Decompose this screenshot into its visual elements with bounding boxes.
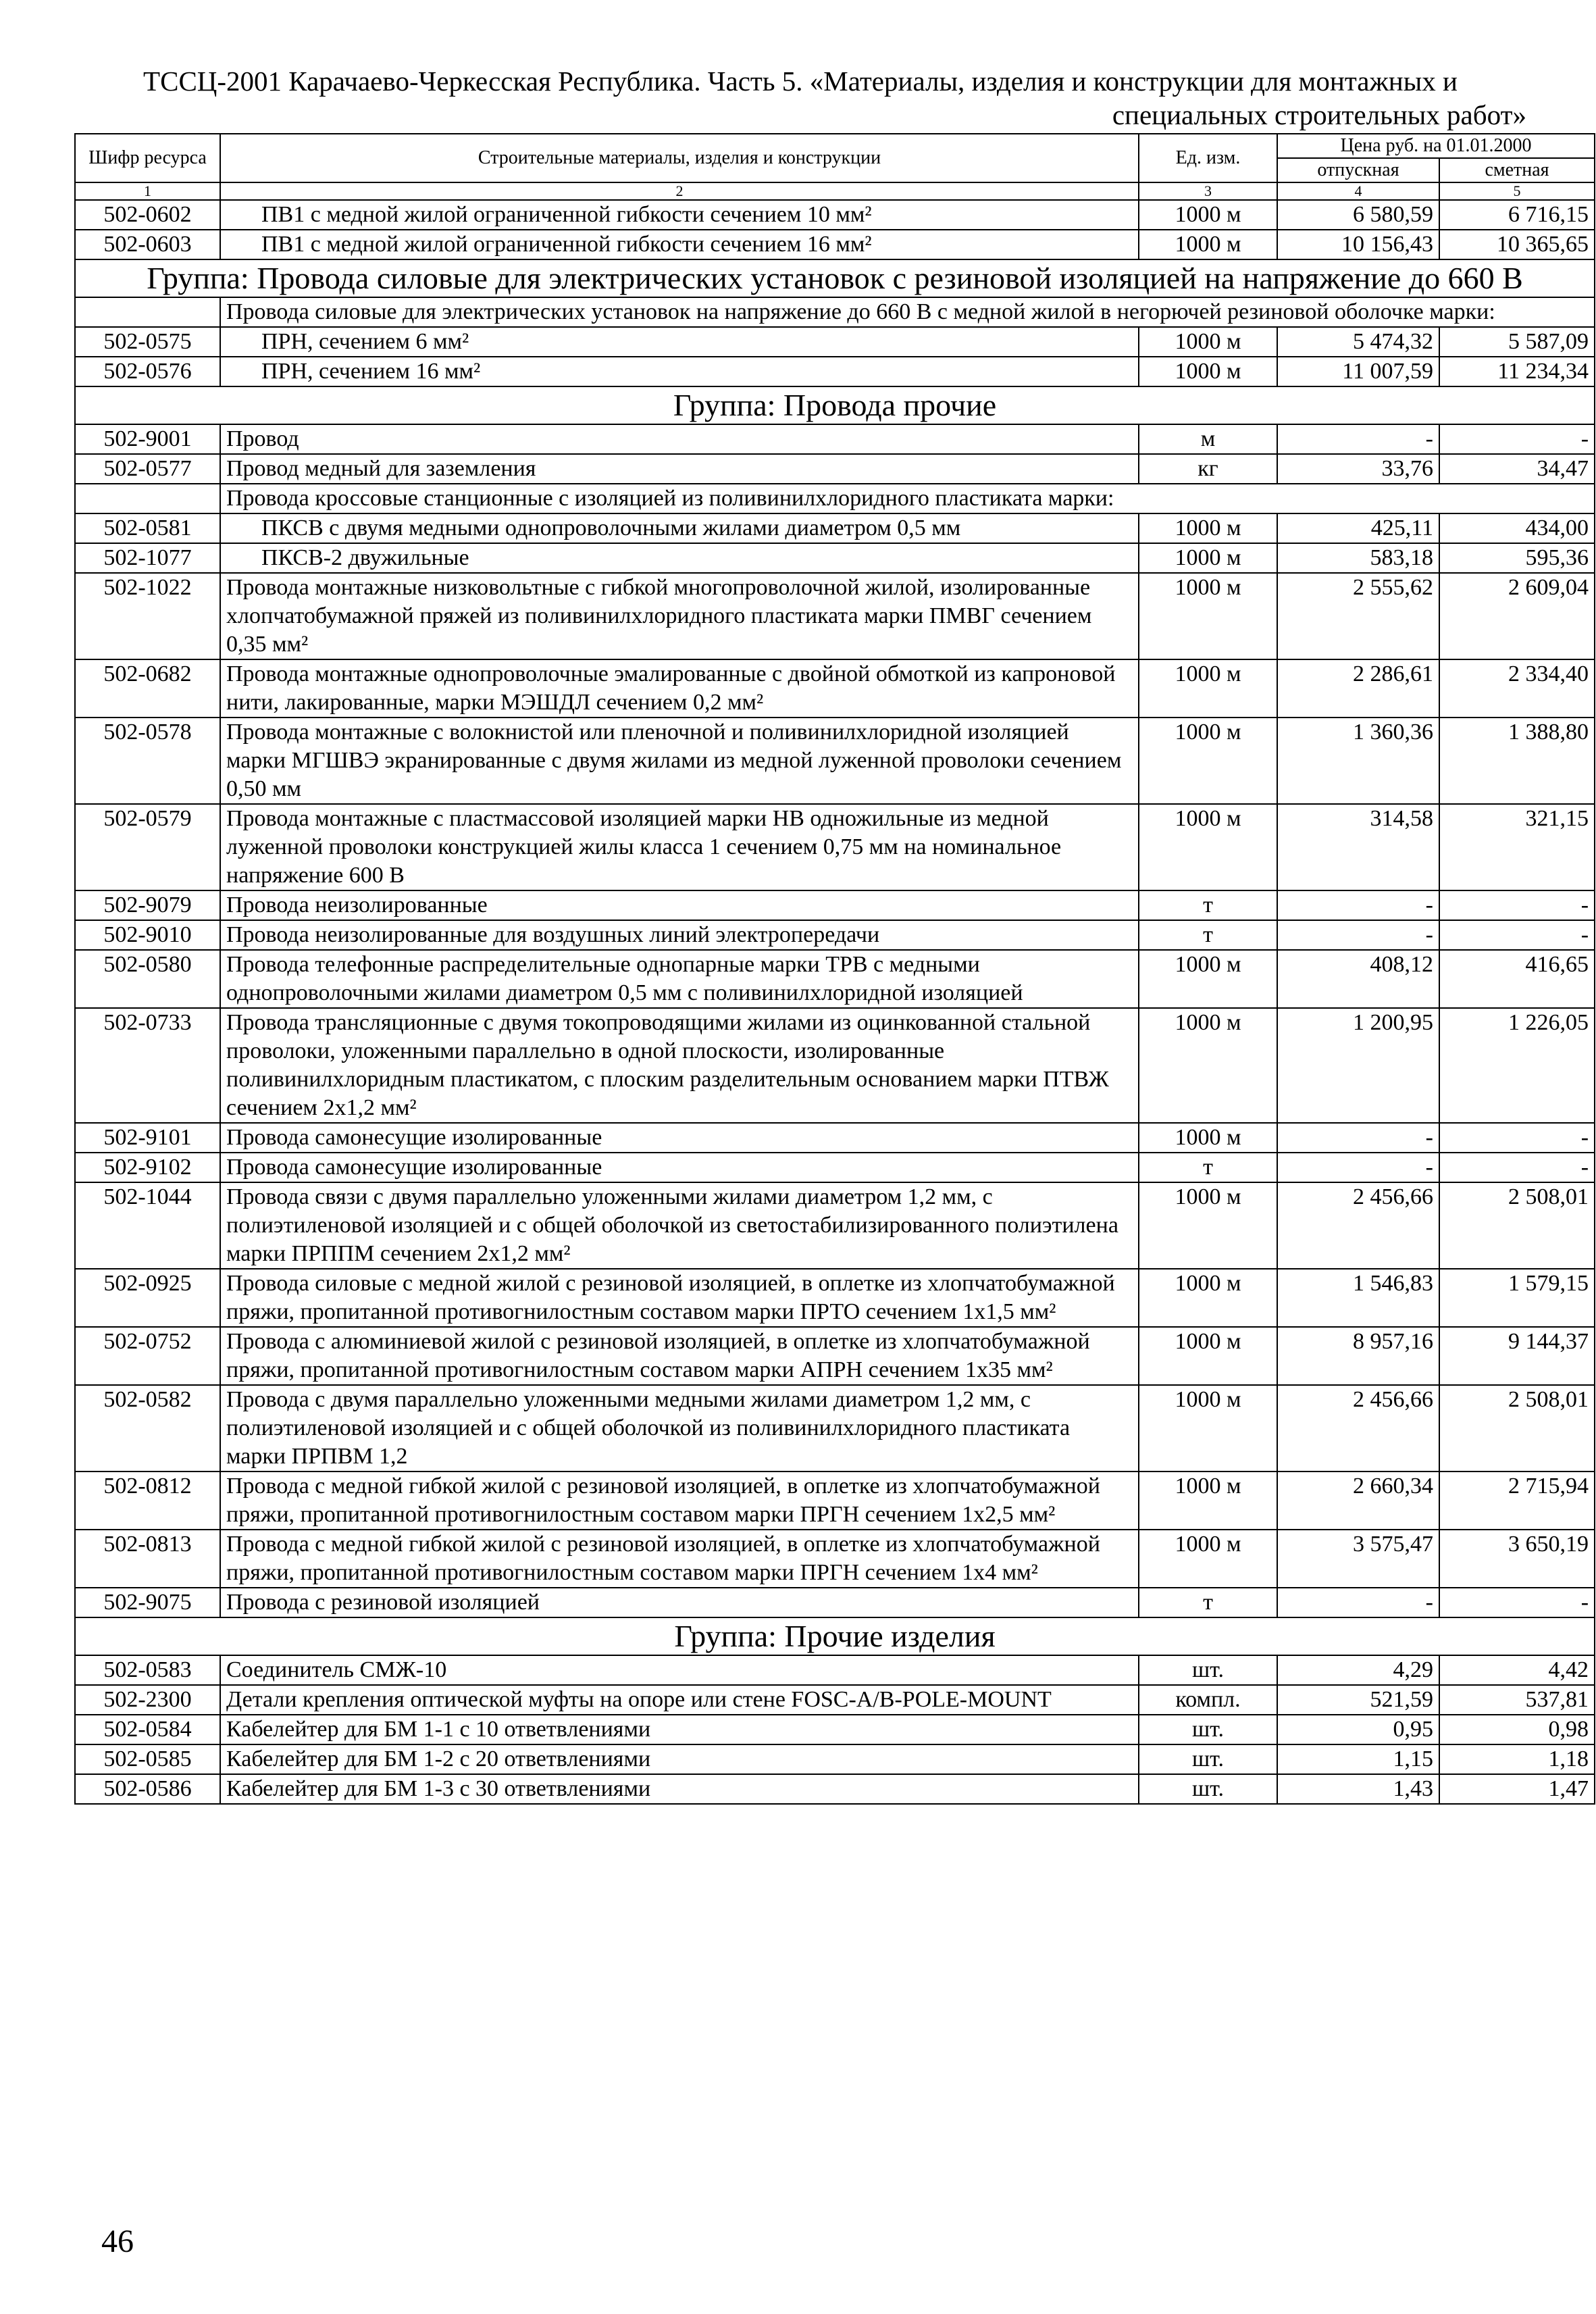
resource-code: 502-9079 xyxy=(75,890,220,920)
release-price: 6 580,59 xyxy=(1277,200,1439,230)
release-price: - xyxy=(1277,920,1439,950)
unit-cell: 1000 м xyxy=(1139,543,1277,573)
material-name: Провода с алюминиевой жилой с резиновой изоляцией, в оплетке из хлопчатобумажной пряжи, пропитанной противогнилостным составом марки АПРН сечением 1х35 мм² xyxy=(220,1327,1139,1385)
table-row xyxy=(75,200,1595,230)
material-name: Кабелейтер для БМ 1-1 с 10 ответвлениями xyxy=(220,1715,1139,1744)
estimate-price: 2 334,40 xyxy=(1439,659,1595,718)
release-price: 1,43 xyxy=(1277,1774,1439,1804)
release-price: 2 456,66 xyxy=(1277,1182,1439,1269)
resource-code: 502-0682 xyxy=(75,659,220,718)
table-row xyxy=(75,1530,1595,1588)
resource-code: 502-0585 xyxy=(75,1744,220,1774)
estimate-price: 595,36 xyxy=(1439,543,1595,573)
release-price: - xyxy=(1277,1588,1439,1617)
release-price: 0,95 xyxy=(1277,1715,1439,1744)
unit-cell: шт. xyxy=(1139,1774,1277,1804)
table-row xyxy=(75,659,1595,718)
table-row xyxy=(75,513,1595,543)
table-row xyxy=(75,804,1595,890)
subheading-row xyxy=(75,297,1595,327)
release-price: - xyxy=(1277,424,1439,454)
unit-cell: 1000 м xyxy=(1139,230,1277,259)
header-line-2: специальных строительных работ» xyxy=(1112,99,1526,130)
material-name: ПРН, сечением 6 мм² xyxy=(220,327,1139,357)
estimate-price: 1,18 xyxy=(1439,1744,1595,1774)
unit-cell: 1000 м xyxy=(1139,200,1277,230)
release-price: - xyxy=(1277,1153,1439,1182)
resource-code: 502-1077 xyxy=(75,543,220,573)
resource-code: 502-0586 xyxy=(75,1774,220,1804)
estimate-price: 434,00 xyxy=(1439,513,1595,543)
unit-cell: 1000 м xyxy=(1139,1008,1277,1123)
resource-code: 502-1022 xyxy=(75,573,220,659)
table-row xyxy=(75,1715,1595,1744)
column-number: 4 xyxy=(1277,182,1439,200)
subheading-text: Провода силовые для электрических установок на напряжение до 660 В с медной жилой в негорючей резиновой оболочке марки: xyxy=(220,297,1595,327)
resource-code: 502-0578 xyxy=(75,718,220,804)
estimate-price: - xyxy=(1439,920,1595,950)
release-price: - xyxy=(1277,1123,1439,1153)
resource-code: 502-0580 xyxy=(75,950,220,1008)
material-name: Провода монтажные с волокнистой или пленочной и поливинилхлоридной изоляцией марки МГШВЭ экранированные с двумя жилами из медной луженной проволоки сечением 0,50 мм xyxy=(220,718,1139,804)
resource-code: 502-0812 xyxy=(75,1472,220,1530)
material-name: Провода неизолированные xyxy=(220,890,1139,920)
material-name: Соединитель СМЖ-10 xyxy=(220,1655,1139,1685)
column-header-name: Строительные материалы, изделия и конструкции xyxy=(220,134,1139,182)
unit-cell: кг xyxy=(1139,454,1277,484)
unit-cell: 1000 м xyxy=(1139,327,1277,357)
resource-code: 502-9102 xyxy=(75,1153,220,1182)
column-number: 1 xyxy=(75,182,220,200)
unit-cell: 1000 м xyxy=(1139,950,1277,1008)
unit-cell: 1000 м xyxy=(1139,1472,1277,1530)
unit-cell: 1000 м xyxy=(1139,1123,1277,1153)
group-row xyxy=(75,259,1595,297)
estimate-price: 0,98 xyxy=(1439,1715,1595,1744)
material-name: Провода трансляционные с двумя токопроводящими жилами из оцинкованной стальной проволоки, уложенными параллельно в одной плоскости, изолированные поливинилхлоридным пластикатом, с плоским разделительным основанием марки ПТВЖ сечением 2х1,2 мм² xyxy=(220,1008,1139,1123)
estimate-price: 2 508,01 xyxy=(1439,1182,1595,1269)
material-name: ПВ1 с медной жилой ограниченной гибкости сечением 10 мм² xyxy=(220,200,1139,230)
estimate-price: 10 365,65 xyxy=(1439,230,1595,259)
material-name: ПКСВ-2 двужильные xyxy=(220,543,1139,573)
table-row xyxy=(75,573,1595,659)
material-name: ПКСВ с двумя медными однопроволочными жилами диаметром 0,5 мм xyxy=(220,513,1139,543)
estimate-price: - xyxy=(1439,1123,1595,1153)
unit-cell: т xyxy=(1139,920,1277,950)
release-price: 2 456,66 xyxy=(1277,1385,1439,1472)
material-name: Провода монтажные с пластмассовой изоляцией марки НВ одножильные из медной луженной проволоки конструкцией жилы класса 1 сечением 0,75 мм на номинальное напряжение 600 В xyxy=(220,804,1139,890)
unit-cell: 1000 м xyxy=(1139,1385,1277,1472)
material-name: Провода монтажные однопроволочные эмалированные с двойной обмоткой из капроновой нити, лакированные, марки МЭШДЛ сечением 0,2 мм² xyxy=(220,659,1139,718)
release-price: 1 360,36 xyxy=(1277,718,1439,804)
group-title: Группа: Провода прочие xyxy=(75,386,1595,424)
table-row xyxy=(75,543,1595,573)
resource-code: 502-0733 xyxy=(75,1008,220,1123)
resource-code: 502-0581 xyxy=(75,513,220,543)
column-number-row xyxy=(75,182,1595,200)
resource-code: 502-9075 xyxy=(75,1588,220,1617)
document-header xyxy=(74,64,1526,132)
table-row xyxy=(75,327,1595,357)
empty-code-cell xyxy=(75,484,220,513)
unit-cell: т xyxy=(1139,1153,1277,1182)
resource-code: 502-0579 xyxy=(75,804,220,890)
group-row xyxy=(75,386,1595,424)
material-name: Кабелейтер для БМ 1-2 с 20 ответвлениями xyxy=(220,1744,1139,1774)
resource-code: 502-0576 xyxy=(75,357,220,386)
resource-code: 502-0575 xyxy=(75,327,220,357)
resource-code: 502-9010 xyxy=(75,920,220,950)
release-price: 2 286,61 xyxy=(1277,659,1439,718)
table-row xyxy=(75,1008,1595,1123)
resource-code: 502-0603 xyxy=(75,230,220,259)
estimate-price: 9 144,37 xyxy=(1439,1327,1595,1385)
unit-cell: 1000 м xyxy=(1139,357,1277,386)
unit-cell: м xyxy=(1139,424,1277,454)
release-price: - xyxy=(1277,890,1439,920)
table-row xyxy=(75,718,1595,804)
column-header-estimate: сметная xyxy=(1439,158,1595,182)
table-row xyxy=(75,357,1595,386)
table-row xyxy=(75,1685,1595,1715)
material-name: Провода монтажные низковольтные с гибкой многопроволочной жилой, изолированные хлопчатобумажной пряжей из поливинилхлоридного пластиката марки ПМВГ сечением 0,35 мм² xyxy=(220,573,1139,659)
table-row xyxy=(75,890,1595,920)
estimate-price: - xyxy=(1439,424,1595,454)
material-name: Провода с резиновой изоляцией xyxy=(220,1588,1139,1617)
estimate-price: 4,42 xyxy=(1439,1655,1595,1685)
table-row xyxy=(75,1182,1595,1269)
column-header-price: Цена руб. на 01.01.2000 xyxy=(1277,134,1595,158)
resource-code: 502-9001 xyxy=(75,424,220,454)
column-number: 5 xyxy=(1439,182,1595,200)
unit-cell: 1000 м xyxy=(1139,1530,1277,1588)
resource-code: 502-0752 xyxy=(75,1327,220,1385)
table-row xyxy=(75,230,1595,259)
page-number: 46 xyxy=(101,2223,134,2259)
material-name: Провода с двумя параллельно уложенными медными жилами диаметром 1,2 мм, с полиэтиленовой изоляцией и с общей оболочкой из поливинилхлоридного пластиката марки ПРПВМ 1,2 xyxy=(220,1385,1139,1472)
subheading-row xyxy=(75,484,1595,513)
unit-cell: 1000 м xyxy=(1139,1327,1277,1385)
table-row xyxy=(75,1327,1595,1385)
unit-cell: 1000 м xyxy=(1139,804,1277,890)
material-name: Провода телефонные распределительные однопарные марки ТРВ с медными однопроволочными жилами диаметром 0,5 мм с поливинилхлоридной изоляцией xyxy=(220,950,1139,1008)
group-title: Группа: Прочие изделия xyxy=(75,1617,1595,1655)
release-price: 1 200,95 xyxy=(1277,1008,1439,1123)
estimate-price: 2 715,94 xyxy=(1439,1472,1595,1530)
table-row xyxy=(75,1744,1595,1774)
unit-cell: 1000 м xyxy=(1139,513,1277,543)
unit-cell: 1000 м xyxy=(1139,1182,1277,1269)
unit-cell: компл. xyxy=(1139,1685,1277,1715)
release-price: 33,76 xyxy=(1277,454,1439,484)
column-header-unit: Ед. изм. xyxy=(1139,134,1277,182)
group-title: Группа: Провода силовые для электрических установок с резиновой изоляцией на напряжение до 660 В xyxy=(75,259,1595,297)
table-header-row xyxy=(75,134,1595,158)
estimate-price: - xyxy=(1439,1153,1595,1182)
release-price: 521,59 xyxy=(1277,1685,1439,1715)
table-row xyxy=(75,1385,1595,1472)
table-row xyxy=(75,1269,1595,1327)
empty-code-cell xyxy=(75,297,220,327)
column-number: 3 xyxy=(1139,182,1277,200)
unit-cell: шт. xyxy=(1139,1744,1277,1774)
release-price: 11 007,59 xyxy=(1277,357,1439,386)
estimate-price: 416,65 xyxy=(1439,950,1595,1008)
resource-code: 502-0813 xyxy=(75,1530,220,1588)
table-row xyxy=(75,920,1595,950)
resource-code: 502-2300 xyxy=(75,1685,220,1715)
release-price: 10 156,43 xyxy=(1277,230,1439,259)
column-number: 2 xyxy=(220,182,1139,200)
table-row xyxy=(75,424,1595,454)
column-header-release: отпускная xyxy=(1277,158,1439,182)
release-price: 2 660,34 xyxy=(1277,1472,1439,1530)
header-line-1: ТССЦ-2001 Карачаево-Черкесская Республика. Часть 5. «Материалы, изделия и конструкции для монтажных и xyxy=(143,66,1458,97)
release-price: 3 575,47 xyxy=(1277,1530,1439,1588)
estimate-price: 1 226,05 xyxy=(1439,1008,1595,1123)
unit-cell: 1000 м xyxy=(1139,1269,1277,1327)
subheading-text: Провода кроссовые станционные с изоляцией из поливинилхлоридного пластиката марки: xyxy=(220,484,1595,513)
table-row xyxy=(75,454,1595,484)
table-row xyxy=(75,1655,1595,1685)
estimate-price: - xyxy=(1439,890,1595,920)
release-price: 5 474,32 xyxy=(1277,327,1439,357)
table-row xyxy=(75,950,1595,1008)
estimate-price: 2 609,04 xyxy=(1439,573,1595,659)
resource-code: 502-0583 xyxy=(75,1655,220,1685)
material-name: ПВ1 с медной жилой ограниченной гибкости сечением 16 мм² xyxy=(220,230,1139,259)
table-row xyxy=(75,1123,1595,1153)
material-name: Провода неизолированные для воздушных линий электропередачи xyxy=(220,920,1139,950)
material-name: ПРН, сечением 16 мм² xyxy=(220,357,1139,386)
resource-code: 502-9101 xyxy=(75,1123,220,1153)
material-name: Провода с медной гибкой жилой с резиновой изоляцией, в оплетке из хлопчатобумажной пряжи, пропитанной противогнилостным составом марки ПРГН сечением 1х4 мм² xyxy=(220,1530,1139,1588)
unit-cell: шт. xyxy=(1139,1715,1277,1744)
resource-code: 502-0925 xyxy=(75,1269,220,1327)
release-price: 2 555,62 xyxy=(1277,573,1439,659)
material-name: Провод xyxy=(220,424,1139,454)
material-name: Детали крепления оптической муфты на опоре или стене FOSC-A/B-POLE-MOUNT xyxy=(220,1685,1139,1715)
release-price: 1 546,83 xyxy=(1277,1269,1439,1327)
release-price: 425,11 xyxy=(1277,513,1439,543)
release-price: 314,58 xyxy=(1277,804,1439,890)
resource-code: 502-0602 xyxy=(75,200,220,230)
unit-cell: 1000 м xyxy=(1139,573,1277,659)
release-price: 583,18 xyxy=(1277,543,1439,573)
table-body xyxy=(75,200,1595,1804)
estimate-price: 1 388,80 xyxy=(1439,718,1595,804)
release-price: 8 957,16 xyxy=(1277,1327,1439,1385)
material-name: Провода связи с двумя параллельно уложенными жилами диаметром 1,2 мм, с полиэтиленовой изоляцией и с общей оболочкой из светостабилизированного полиэтилена марки ПРППМ сечением 2х1,2 мм² xyxy=(220,1182,1139,1269)
estimate-price: 3 650,19 xyxy=(1439,1530,1595,1588)
unit-cell: т xyxy=(1139,1588,1277,1617)
price-table xyxy=(74,133,1595,1805)
unit-cell: т xyxy=(1139,890,1277,920)
unit-cell: шт. xyxy=(1139,1655,1277,1685)
table-row xyxy=(75,1153,1595,1182)
estimate-price: 5 587,09 xyxy=(1439,327,1595,357)
column-header-code: Шифр ресурса xyxy=(75,134,220,182)
group-row xyxy=(75,1617,1595,1655)
resource-code: 502-0584 xyxy=(75,1715,220,1744)
material-name: Кабелейтер для БМ 1-3 с 30 ответвлениями xyxy=(220,1774,1139,1804)
estimate-price: 2 508,01 xyxy=(1439,1385,1595,1472)
table-row xyxy=(75,1774,1595,1804)
estimate-price: 6 716,15 xyxy=(1439,200,1595,230)
resource-code: 502-1044 xyxy=(75,1182,220,1269)
estimate-price: 34,47 xyxy=(1439,454,1595,484)
estimate-price: 1 579,15 xyxy=(1439,1269,1595,1327)
release-price: 1,15 xyxy=(1277,1744,1439,1774)
material-name: Провода самонесущие изолированные xyxy=(220,1153,1139,1182)
estimate-price: - xyxy=(1439,1588,1595,1617)
unit-cell: 1000 м xyxy=(1139,718,1277,804)
unit-cell: 1000 м xyxy=(1139,659,1277,718)
release-price: 408,12 xyxy=(1277,950,1439,1008)
material-name: Провода с медной гибкой жилой с резиновой изоляцией, в оплетке из хлопчатобумажной пряжи, пропитанной противогнилостным составом марки ПРГН сечением 1х2,5 мм² xyxy=(220,1472,1139,1530)
material-name: Провода самонесущие изолированные xyxy=(220,1123,1139,1153)
resource-code: 502-0582 xyxy=(75,1385,220,1472)
estimate-price: 11 234,34 xyxy=(1439,357,1595,386)
estimate-price: 321,15 xyxy=(1439,804,1595,890)
material-name: Провод медный для заземления xyxy=(220,454,1139,484)
release-price: 4,29 xyxy=(1277,1655,1439,1685)
estimate-price: 1,47 xyxy=(1439,1774,1595,1804)
material-name: Провода силовые с медной жилой с резиновой изоляцией, в оплетке из хлопчатобумажной пряжи, пропитанной противогнилостным составом марки ПРТО сечением 1х1,5 мм² xyxy=(220,1269,1139,1327)
estimate-price: 537,81 xyxy=(1439,1685,1595,1715)
table-row xyxy=(75,1472,1595,1530)
table-row xyxy=(75,1588,1595,1617)
resource-code: 502-0577 xyxy=(75,454,220,484)
